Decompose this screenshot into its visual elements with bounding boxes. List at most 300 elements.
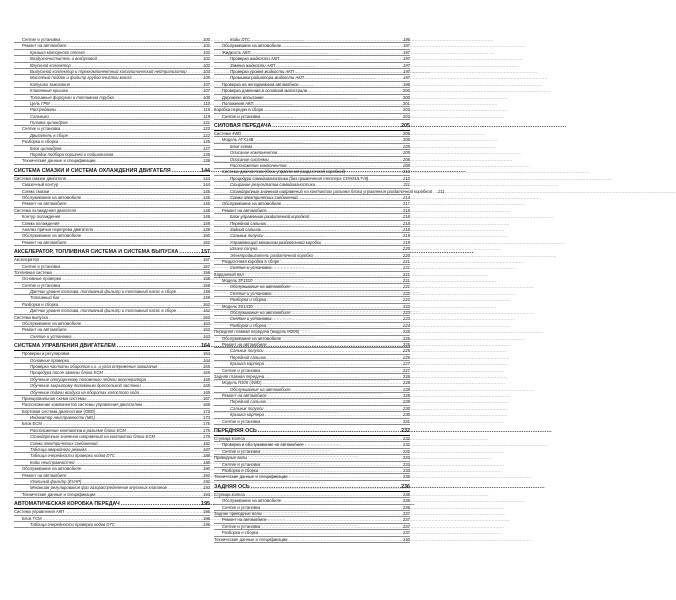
toc-dot-leader (263, 511, 402, 516)
toc-dot-leader (68, 473, 202, 478)
toc-dot-leader (246, 492, 402, 497)
toc-page-number: 196 (403, 37, 410, 42)
toc-entry-title: Обслуживание на автомобиле (230, 310, 291, 316)
toc-dot-leader (69, 133, 202, 138)
toc-entry-title: Смазочный контур (22, 182, 59, 188)
toc-dot-leader (156, 434, 202, 439)
toc-dot-leader (267, 399, 402, 404)
toc-entry (14, 240, 210, 246)
toc-dot-leader (316, 182, 402, 187)
toc-page-number: 236 (401, 483, 410, 490)
toc-dot-leader (265, 374, 402, 379)
toc-page-number: 233 (403, 468, 410, 473)
toc-page-number: 105 (203, 75, 210, 81)
toc-entry-title: Система 4WD (214, 131, 242, 137)
toc-entry-title: Проверки и регулировки (22, 351, 70, 357)
toc-page-number: 223 (403, 303, 410, 309)
toc-dot-leader (50, 189, 202, 194)
toc-page-number: 165 (203, 383, 210, 389)
toc-dot-leader (272, 265, 402, 270)
toc-page-number: 165 (203, 376, 210, 382)
toc-dot-leader (50, 114, 202, 119)
toc-section-heading (14, 343, 210, 351)
toc-entry-title: Проверка частоты оборотов х.х. и угла опережения зажигания (30, 363, 158, 369)
toc-dot-leader (289, 537, 402, 542)
toc-entry-title: Топливная система (14, 269, 52, 275)
toc-dot-leader (251, 37, 402, 42)
toc-entry-title: СИСТЕМА УПРАВЛЕНИЯ ДВИГАТЕЛЕМ (14, 343, 116, 350)
toc-entry (14, 522, 210, 528)
toc-page-number: 149 (203, 220, 210, 226)
toc-entry-title: Задняя главная передача (214, 373, 265, 379)
toc-dot-leader (292, 284, 402, 289)
toc-dot-leader (86, 50, 202, 55)
toc-page-number: 218 (403, 220, 410, 226)
toc-entry-title: Разборка и сборка (22, 301, 59, 307)
toc-dot-leader (262, 380, 402, 385)
toc-entry (214, 537, 410, 543)
toc-dot-leader (268, 517, 402, 522)
toc-page-number: 211 (438, 188, 445, 194)
toc-entry-title: Крышка картера (230, 412, 264, 418)
toc-page-number: 197 (403, 49, 410, 55)
toc-entry-title: Снятие и установка (222, 523, 261, 529)
toc-dot-leader (272, 291, 402, 296)
toc-page-number: 192 (203, 472, 210, 478)
toc-dot-leader (116, 522, 202, 527)
toc-entry-title: Обслуживание на автомобиле (222, 498, 282, 504)
toc-dot-leader (82, 321, 202, 326)
toc-entry (214, 114, 410, 120)
toc-section-heading (14, 168, 210, 176)
toc-page-number: 221 (403, 284, 410, 290)
toc-entry-title: Головка цилиндров (30, 120, 68, 126)
toc-page-number: 107 (203, 81, 210, 87)
toc-entry-title: Крышка картера (230, 361, 264, 367)
toc-page-number: 148 (203, 207, 210, 213)
toc-entry-title: Расположение контактов в разъеме блока ECM (30, 427, 126, 433)
toc-page-number: 203 (403, 107, 410, 113)
toc-dot-leader (62, 276, 202, 281)
toc-entry-title: Снятие и установка (22, 282, 61, 288)
toc-page-number: 152 (203, 239, 210, 245)
toc-dot-leader (242, 131, 402, 136)
toc-dot-leader (53, 270, 202, 275)
toc-entry-title: Снятие и установка (22, 37, 61, 42)
toc-entry-title: Раздаточная коробка в сборе (222, 258, 280, 264)
toc-page-number: 119 (203, 113, 210, 119)
toc-dot-leader (104, 370, 202, 375)
toc-entry-title: Процедура после замены блока ECM (30, 370, 103, 376)
toc-dot-leader (289, 474, 402, 479)
toc-dot-leader (268, 208, 402, 213)
toc-page-number: 225 (403, 329, 410, 335)
toc-page-number: 206 (403, 156, 410, 162)
toc-dot-leader (254, 101, 402, 106)
toc-entry-title: Ремонт на автомобиле (22, 239, 67, 245)
toc-dot-leader (259, 530, 402, 535)
toc-dot-leader (177, 308, 202, 313)
toc-page-number: 164 (201, 343, 210, 350)
toc-dot-leader (264, 233, 402, 238)
toc-entry-title: Ступица колеса (214, 436, 245, 442)
toc-entry-title: Снятие и установка (222, 113, 261, 119)
toc-entry-title: Жидкость АКП (222, 49, 251, 55)
toc-page-number: 219 (403, 239, 410, 245)
toc-dot-leader (116, 453, 202, 458)
toc-entry-title: Выпускной коллектор и трехкомпонентный каталитический нейтрализатор (30, 68, 187, 74)
toc-page-number: 199 (403, 81, 410, 87)
toc-page-number: 146 (203, 201, 210, 207)
toc-dot-leader (77, 208, 202, 213)
toc-entry-title: Передний сальник (230, 354, 266, 360)
toc-entry-title: Задние приводные валы (214, 510, 263, 516)
toc-entry-title: Разборка и сборка (22, 139, 59, 145)
toc-dot-leader (267, 221, 402, 226)
toc-dot-leader (60, 295, 202, 300)
toc-entry-title: Обслуживание на автомобиле (22, 233, 82, 239)
toc-dot-leader (267, 297, 402, 302)
toc-entry-title: Стирание результатов самодиагностики (230, 182, 316, 188)
toc-entry-title: Снятие и установка (22, 126, 61, 132)
toc-dot-leader (261, 505, 402, 510)
toc-page-number: 108 (203, 94, 210, 100)
toc-entry-title: Электродвигатель раздаточной коробки (230, 252, 313, 258)
toc-dot-leader (258, 428, 400, 435)
toc-page-number: 196 (203, 521, 210, 527)
toc-entry-title: Блок-схема (230, 143, 253, 149)
toc-dot-leader (96, 409, 202, 414)
toc-page-number: 127 (203, 145, 210, 151)
toc-page-number: 224 (403, 322, 410, 328)
toc-entry-title: Основные проверки (22, 276, 61, 282)
toc-page-number: 187 (203, 447, 210, 453)
toc-dot-leader (272, 123, 400, 130)
toc-page-number: 104 (203, 68, 210, 74)
toc-dot-leader (369, 176, 402, 181)
toc-section-heading (14, 249, 210, 257)
toc-entry-title: Таблица аварийного режима (30, 447, 87, 453)
toc-page-number: 102 (203, 49, 210, 55)
toc-dot-leader (267, 355, 402, 360)
toc-dot-leader (262, 227, 402, 232)
toc-entry-title: Обслуживание на автомобиле (22, 321, 82, 327)
toc-entry-title: Система охлаждения двигателя (14, 207, 77, 213)
toc-dot-leader (177, 289, 202, 294)
toc-dot-leader (59, 302, 202, 307)
toc-page-number: 157 (203, 263, 210, 269)
toc-dot-leader (310, 214, 402, 219)
toc-dot-leader (65, 509, 202, 514)
toc-page-number: 150 (203, 233, 210, 239)
toc-dot-leader (67, 176, 202, 181)
toc-dot-leader (133, 75, 202, 80)
toc-page-number: 228 (403, 399, 410, 405)
toc-entry-title: Масляный поддон и фильтр грубой очистки масла (30, 75, 132, 81)
toc-entry-title: Обслуживание на автомобиле (22, 466, 82, 472)
toc-entry-title: Схема охлаждения (22, 220, 60, 226)
toc-dot-leader (168, 485, 202, 490)
toc-entry-title: Клапанные крышки (30, 88, 69, 94)
toc-dot-leader (245, 272, 402, 277)
toc-page-number: 210 (403, 175, 410, 181)
toc-dot-leader (305, 75, 402, 80)
toc-page-number: 221 (403, 271, 410, 277)
toc-entry-title: Воздухоочиститель и воздуховод (30, 56, 97, 62)
toc-entry-title: Технические данные и спецификации (214, 536, 288, 542)
toc-dot-leader (172, 168, 201, 175)
toc-dot-leader (60, 221, 202, 226)
toc-entry-title: Замена жидкости АКП (230, 62, 276, 68)
toc-dot-leader (261, 419, 402, 424)
toc-page-number: 110 (203, 100, 210, 106)
toc-page-number: 164 (203, 351, 210, 357)
toc-page-number: 218 (403, 214, 410, 220)
toc-page-number: 193 (203, 485, 210, 491)
toc-page-number: 218 (403, 226, 410, 232)
toc-dot-leader (143, 402, 202, 407)
toc-page-number: 231 (403, 418, 410, 424)
toc-dot-leader (261, 462, 402, 467)
toc-dot-leader (254, 137, 402, 142)
toc-entry (14, 158, 210, 164)
toc-entry-title: Система диагностики (блок управления раздаточной коробкой) (222, 169, 346, 175)
toc-dot-leader (264, 107, 402, 112)
toc-entry-title: Крышка моторного отсека (30, 49, 85, 55)
toc-entry-title: Проверка на неподвижном автомобиле (222, 81, 299, 87)
toc-page-number: 227 (403, 361, 410, 367)
toc-entry-title: Ремонт на автомобиле (222, 207, 267, 213)
toc-page-number: 237 (403, 510, 410, 516)
toc-dot-leader (117, 343, 200, 350)
toc-dot-leader (276, 63, 402, 68)
toc-page-number: 162 (203, 301, 210, 307)
toc-page-number: 163 (203, 321, 210, 327)
toc-page-number: 228 (403, 386, 410, 392)
toc-dot-leader (308, 88, 402, 93)
toc-dot-leader (282, 336, 402, 341)
toc-dot-leader (88, 447, 202, 452)
toc-entry-title: Основные проверки (30, 357, 70, 363)
toc-page-number: 102 (203, 43, 210, 49)
toc-page-number: 222 (403, 290, 410, 296)
toc-page-number: 219 (403, 233, 410, 239)
toc-entry-title: Стандартные значения напряжений на контактах блока ECM (30, 434, 155, 440)
toc-entry-title: АВТОМАТИЧЕСКАЯ КОРОБКА ПЕРЕДАЧ (14, 501, 120, 508)
toc-entry-title: Проверка давления в основной магистрали (222, 88, 308, 94)
toc-page-number: 205 (403, 143, 410, 149)
toc-page-number: 165 (203, 389, 210, 395)
toc-entry-title: Проверка уровня жидкости АКП (230, 68, 294, 74)
toc-page-number: 121 (203, 120, 210, 126)
toc-entry-title: Распредвалы (30, 107, 57, 113)
toc-dot-leader (246, 436, 402, 441)
toc-page-number: 230 (403, 405, 410, 411)
toc-dot-leader (75, 460, 202, 465)
toc-page-number: 197 (403, 68, 410, 74)
toc-entry-title: Схема смазки (22, 188, 50, 194)
toc-dot-leader (265, 95, 402, 100)
toc-page-number: 228 (403, 373, 410, 379)
toc-page-number: 232 (403, 436, 410, 442)
toc-dot-leader (248, 455, 402, 460)
toc-page-number: 205 (401, 123, 410, 130)
toc-dot-leader (299, 195, 402, 200)
toc-dot-leader (57, 107, 202, 112)
toc-entry-title: Блок TCM (22, 515, 42, 521)
toc-dot-leader (99, 441, 202, 446)
toc-entry-title: Снятие и установка (30, 333, 72, 339)
toc-page-number: 122 (203, 126, 210, 132)
toc-section-heading (214, 484, 410, 492)
toc-entry (214, 419, 410, 425)
toc-entry-title: Снятие и установка (222, 367, 261, 373)
toc-page-number: 230 (403, 412, 410, 418)
toc-entry-title: Контур охлаждения (22, 214, 61, 220)
toc-dot-leader (282, 201, 402, 206)
toc-dot-leader (267, 323, 402, 328)
toc-dot-leader (87, 396, 202, 401)
toc-entry-title: Процедура самодиагностики (без применения тестера CONSULT-III) (230, 175, 369, 181)
toc-entry-title: Обслуживание на автомобиле (22, 194, 82, 200)
toc-entry-title: Бортовая система диагностики (OBD) (22, 408, 96, 414)
toc-page-number: 196 (203, 515, 210, 521)
toc-page-number: 157 (201, 249, 210, 256)
toc-entry-title: Разборка и сборка (230, 322, 267, 328)
toc-dot-leader (69, 88, 202, 93)
toc-entry-title: Система управления АКП (14, 509, 65, 515)
toc-page-number: 232 (403, 442, 410, 448)
toc-page-number: 192 (203, 479, 210, 484)
toc-entry (214, 474, 410, 480)
toc-entry-title: Цепь ГРМ (30, 100, 50, 106)
toc-entry-title: Технические данные и спецификации (22, 158, 96, 164)
toc-dot-leader (98, 56, 202, 61)
toc-page-number: 211 (403, 182, 410, 188)
toc-entry-title: АКСЕЛЕРАТОР, ТОПЛИВНАЯ СИСТЕМА И СИСТЕМА ВЫПУСКА (14, 249, 179, 256)
toc-entry-title: Топливные форсунки и топливная трубка (30, 94, 114, 100)
toc-page-number: 167 (203, 395, 210, 401)
toc-entry-title: СИЛОВАЯ ПЕРЕДАЧА (214, 123, 272, 130)
toc-page-number: 235 (403, 474, 410, 480)
toc-dot-leader (82, 195, 202, 200)
toc-dot-leader (264, 348, 402, 353)
toc-page-number: 200 (403, 94, 410, 100)
toc-dot-leader (49, 315, 202, 320)
toc-entry-title: Задний сальник (230, 226, 261, 232)
toc-dot-leader (292, 310, 402, 315)
toc-page-number: 115 (203, 107, 210, 113)
toc-entry (14, 334, 210, 340)
toc-dot-leader (259, 246, 403, 251)
toc-page-number: 232 (401, 428, 410, 435)
toc-dot-leader (82, 466, 202, 471)
toc-entry-title: Передний сальник (230, 399, 266, 405)
toc-dot-leader (94, 227, 202, 232)
toc-entry-title: Таблица очередности проверки кодов DTC (30, 453, 116, 459)
toc-entry-title: Блок ECM (22, 421, 42, 427)
toc-page-number: 158 (203, 282, 210, 288)
toc-dot-leader (61, 264, 202, 269)
toc-page-number: 195 (203, 509, 210, 515)
toc-entry-title: Шланг сапуна (230, 246, 258, 252)
toc-page-number: 233 (403, 461, 410, 467)
toc-entry-title: Стандартные значения напряжений на контактах разъема блока управления раздаточной коробкой (230, 188, 433, 194)
toc-page-number: 144 (203, 182, 210, 188)
toc-dot-leader (68, 240, 202, 245)
toc-dot-leader (158, 364, 202, 369)
toc-entry-title: Промывка радиатора жидкости АКП (230, 75, 304, 81)
toc-page-number: 214 (403, 194, 410, 200)
toc-dot-leader (82, 233, 202, 238)
toc-page-number: 149 (203, 226, 210, 232)
toc-page-number: 203 (403, 113, 410, 119)
toc-entry-title: Таблица очередности проверки кодов DTC (30, 521, 116, 527)
toc-dot-leader (61, 126, 202, 131)
toc-page-number: 122 (203, 132, 210, 138)
toc-page-number: 218 (403, 207, 410, 213)
toc-dot-leader (314, 253, 402, 258)
toc-entry-title: Двигатель в сборе (30, 132, 69, 138)
toc-dot-leader (40, 257, 202, 262)
toc-page-number: 227 (403, 367, 410, 373)
toc-page-number: 158 (203, 276, 210, 282)
toc-page-number: 236 (403, 498, 410, 504)
toc-entry-title: Положения АКП (222, 100, 254, 106)
toc-entry-title: Катушки зажигания (30, 81, 70, 87)
toc-entry-title: Снятие и установка (230, 316, 272, 322)
toc-dot-leader (305, 442, 402, 447)
toc-page-number: 220 (403, 252, 410, 258)
toc-entry-title: СИСТЕМА СМАЗКИ И СИСТЕМА ОХЛАЖДЕНИЯ ДВИГАТЕЛЯ (14, 167, 171, 174)
toc-page-number: 135 (203, 152, 210, 158)
toc-entry-title: Ремонт на автомобиле (222, 341, 267, 347)
toc-dot-leader (346, 169, 402, 174)
toc-entry-title: Передний сальник (230, 220, 266, 226)
toc-entry-title: Топливный бак (30, 295, 60, 301)
toc-page-number: 205 (403, 137, 410, 143)
toc-dot-leader (265, 412, 402, 417)
toc-entry-title: Ремонт на автомобиле (222, 517, 267, 523)
toc-entry-title: Блок управления раздаточной коробкой (230, 214, 310, 220)
toc-dot-leader (72, 63, 202, 68)
toc-entry-title: Схема электрических соединений (30, 440, 98, 446)
toc-page-number: 225 (403, 335, 410, 341)
toc-entry-title: Принципиальная схема системы (22, 395, 86, 401)
toc-dot-leader (251, 484, 400, 491)
toc-entry-title: Индикатор неисправности (MIL) (30, 415, 96, 421)
toc-page-number: 165 (203, 370, 210, 376)
toc-dot-leader (259, 468, 402, 473)
toc-page-number: 107 (203, 88, 210, 94)
toc-dot-leader (147, 377, 202, 382)
toc-entry-title: Проверка жидкости АКП (230, 56, 280, 62)
toc-entry-title: Анализ причин перегрева двигателя (22, 226, 93, 232)
toc-entry-title: Расположение компонентов (230, 163, 287, 169)
toc-page-number: 197 (403, 56, 410, 62)
toc-page-number: 237 (403, 517, 410, 523)
toc-entry-title: Технические данные и спецификации (214, 474, 288, 480)
toc-page-number: 163 (203, 327, 210, 333)
toc-entry-title: Передняя главная передача (модель M205) (214, 329, 300, 335)
toc-entry-title: Механизм регулирования фаз газораспределения впускных клапанов (30, 485, 167, 491)
toc-dot-leader (253, 278, 402, 283)
toc-entry-title: Ступица колеса (214, 491, 245, 497)
toc-page-number: 205 (403, 150, 410, 156)
toc-entry-title: Обслуживание на автомобиле (222, 201, 282, 207)
toc-dot-leader (188, 69, 202, 74)
toc-page-number: 173 (203, 415, 210, 421)
